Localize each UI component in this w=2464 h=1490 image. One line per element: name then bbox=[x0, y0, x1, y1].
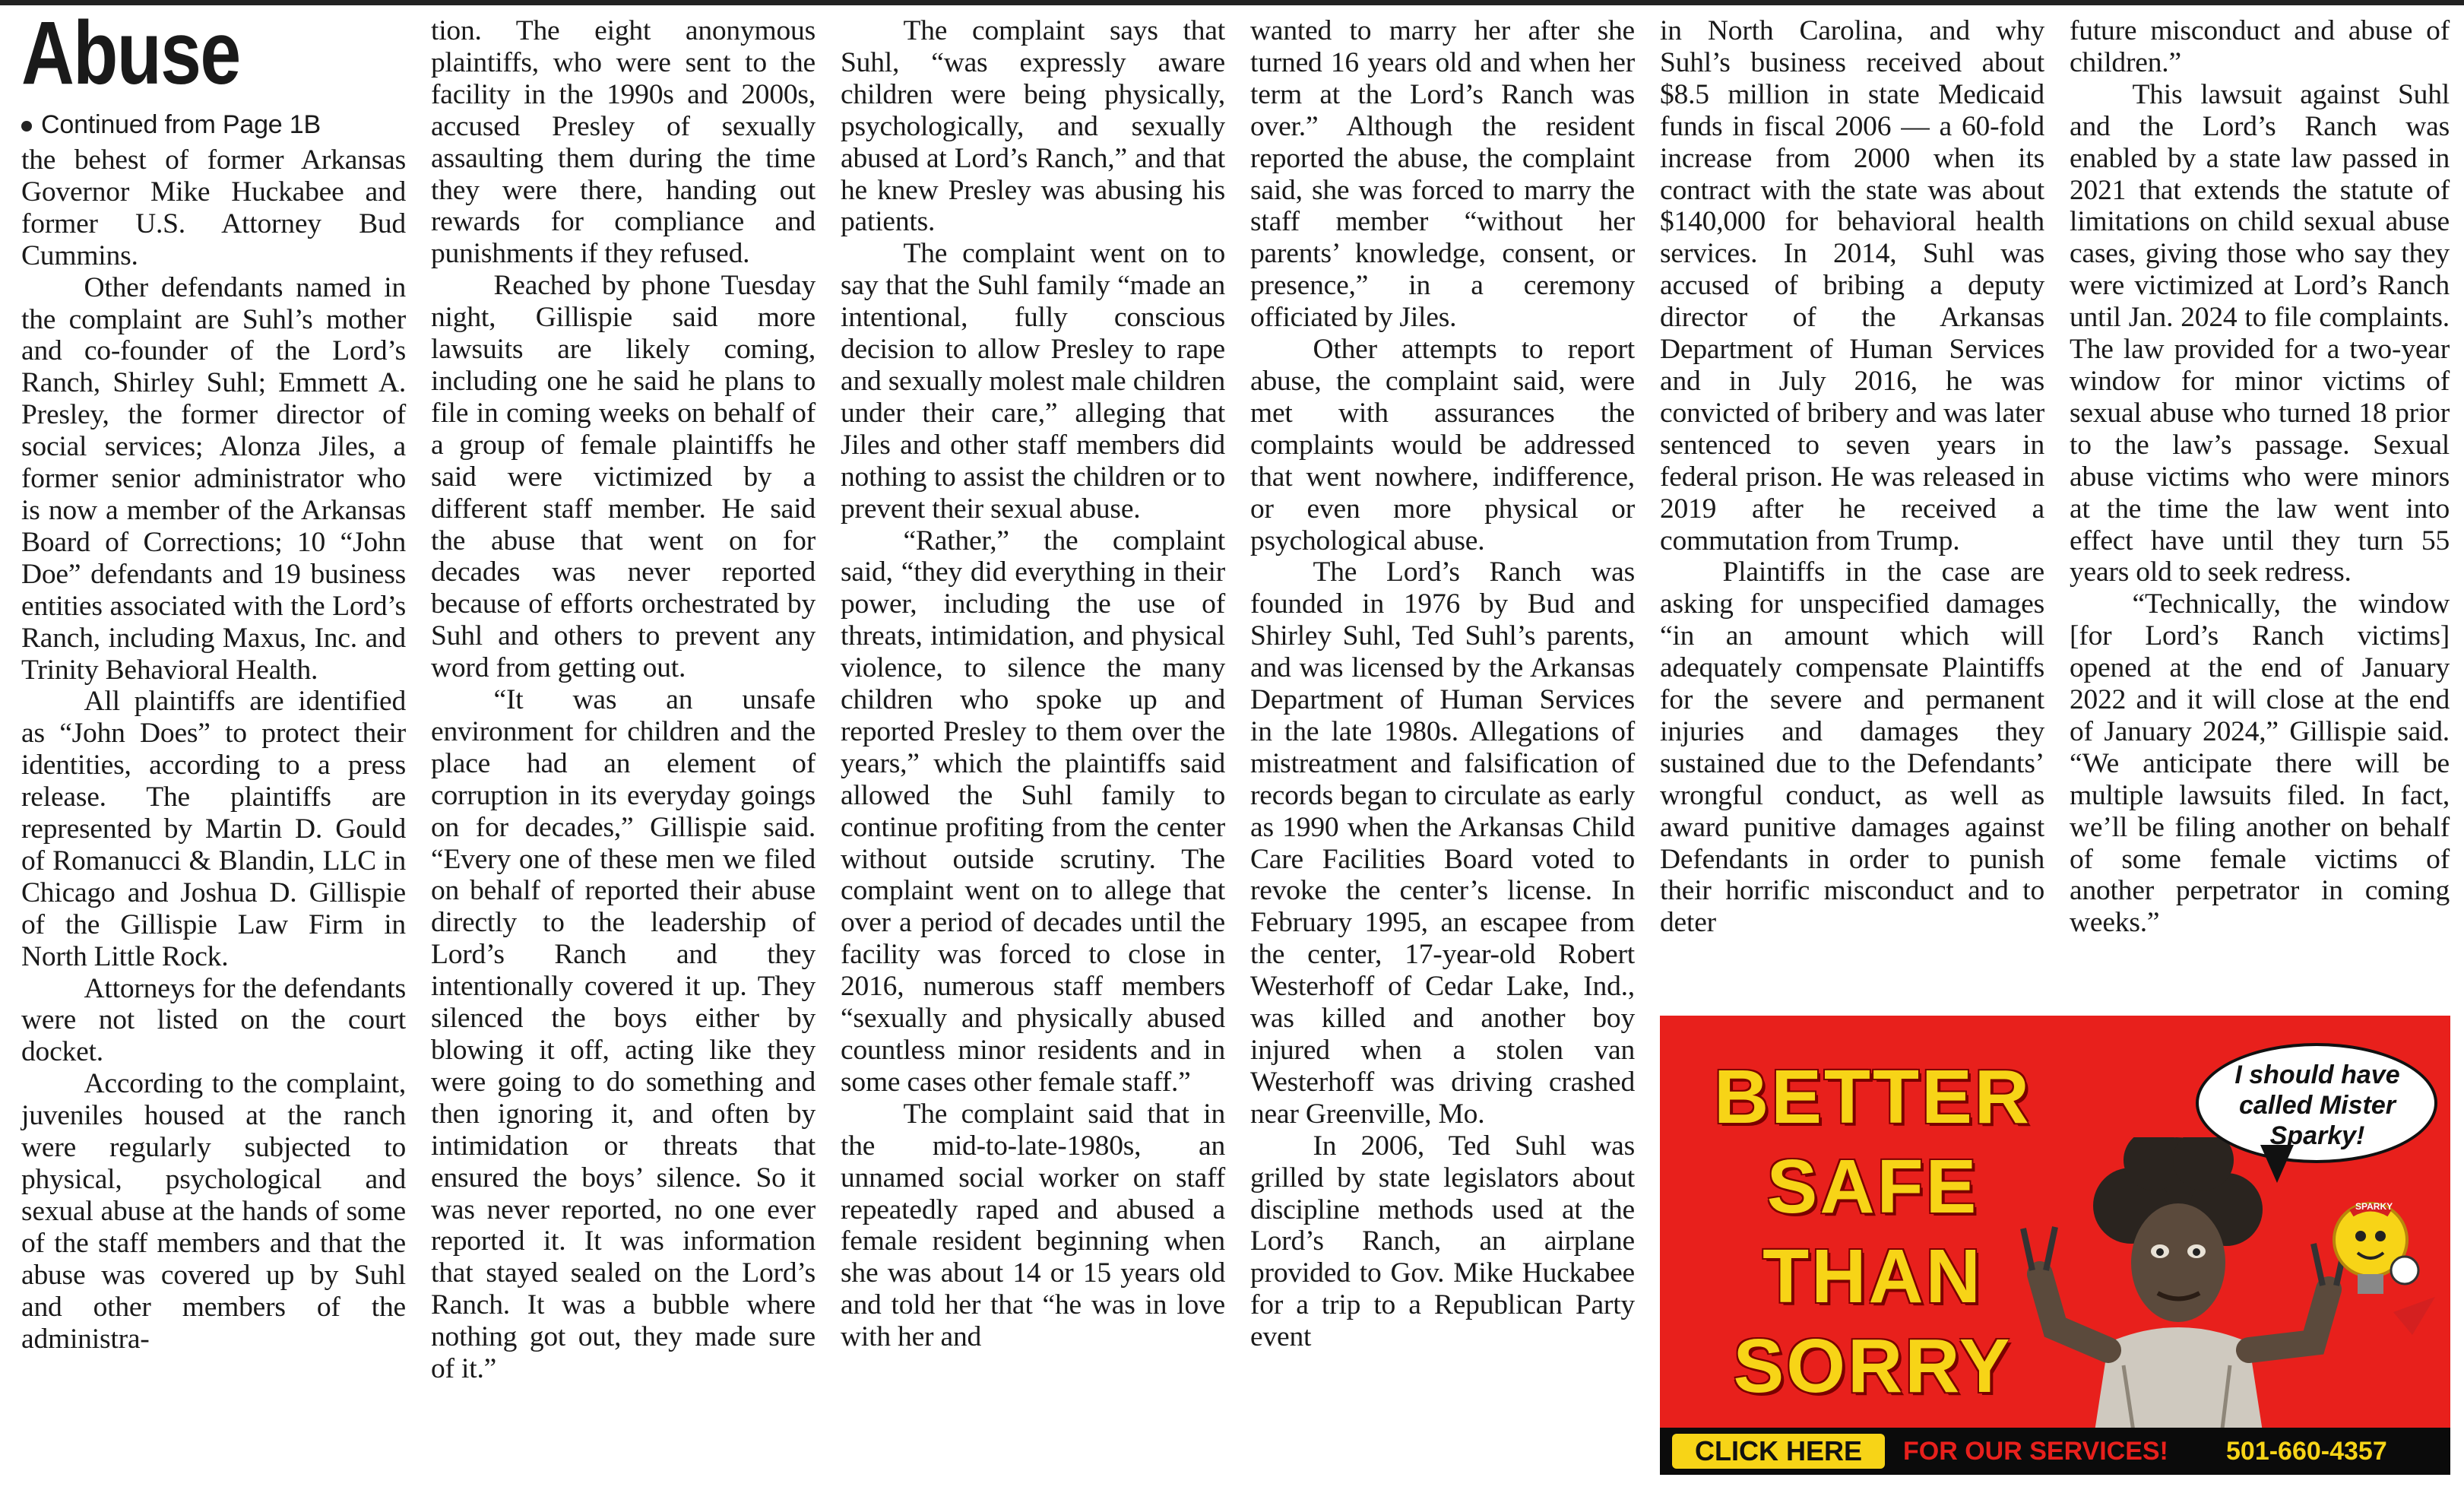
sparky-bulb-mascot bbox=[2334, 1201, 2435, 1335]
article-column-4 bbox=[1250, 15, 1635, 1353]
article-column-1 bbox=[21, 0, 406, 1355]
paragraph: “It was an unsafe environment for children and the place had an element of corruption in its everyday goings on for decades,” Gillispie said. “Every one of these men we filed on behalf of reported their abuse directly to the leadership of Lord’s Ranch and they intentionally covered it up. They silenced the boys either by blowing it off, acting like they were going to do something and then ignoring it, and often by intimidation or threats that ensured the boys’ silence. So it was never reported, no one ever reported it. It was information that stayed sealed on the Lord’s Ranch. It was a bubble where nothing got out, they made sure of it.” bbox=[431, 684, 816, 1385]
speech-bubble-text: I should have called Mister Sparky! bbox=[2234, 1060, 2400, 1150]
mister-sparky-ad[interactable] bbox=[1660, 1016, 2450, 1475]
article-column-5 bbox=[1660, 15, 2044, 939]
services-text: FOR OUR SERVICES! bbox=[1903, 1437, 2168, 1466]
paragraph: “Rather,” the complaint said, “they did everything in their power, including the use of threats, intimidation, and physical violence, to silence the many children who spoke up and reported Presley to them over the years,” which the plaintiffs said allowed the Suhl family to continue profiting from the center without outside scrutiny. The complaint went on to allege that over a period of decades until the facility was forced to close in 2016, numerous staff members “sexually and physically abused countless minor residents and in some cases other female staff.” bbox=[841, 525, 1225, 1098]
headline: Abuse bbox=[21, 3, 240, 103]
paragraph: tion. The eight anonymous plaintiffs, who were sent to the facility in the 1990s and 2000s, accused Presley of sexually assaulting them during the time they were there, handing out rewards for compliance and punishments if they refused. bbox=[431, 15, 816, 270]
paragraph: Plaintiffs in the case are asking for unspecified damages “in an amount which will adequately compensate Plaintiffs for the severe and permanent injuries and damages they sustained due to the Defendants’ wrongful conduct, as well as award punitive damages against Defendants in order to punish their horrific misconduct and to deter bbox=[1660, 556, 2044, 939]
ad-word: THAN bbox=[1762, 1234, 1983, 1319]
paragraph: The Lord’s Ranch was founded in 1976 by Bud and Shirley Suhl, Ted Suhl’s parents, and was licensed by the Arkansas Department of Human Services in the late 1980s. Allegations of mistreatment and falsification of records began to circulate as early as 1990 when the Arkansas Child Care Facilities Board voted to revoke the center’s license. In February 1995, an escapee from the center, 17-year-old Robert Westerhoff of Cedar Lake, Ind., was killed and another boy injured when a stolen van Westerhoff was driving crashed near Greenville, Mo. bbox=[1250, 556, 1635, 1130]
paragraph: Attorneys for the defendants were not listed on the court docket. bbox=[21, 972, 406, 1068]
paragraph: According to the complaint, juveniles housed at the ranch were regularly subjected to physical, psychological and sexual abuse at the hands of some of the staff members and that the abuse was covered up by Suhl and other members of the administra- bbox=[21, 1068, 406, 1355]
electrician-mascot-illustration bbox=[2010, 1137, 2450, 1441]
article-column-6 bbox=[2070, 15, 2450, 939]
ad-word: SAFE bbox=[1766, 1144, 1979, 1229]
paragraph: All plaintiffs are identified as “John Does” to protect their identities, according to a press release. The plaintiffs are represented by Martin D. Gould of Romanucci & Blandin, LLC in Chicago and Joshua D. Gillispie of the Gillispie Law Firm in North Little Rock. bbox=[21, 686, 406, 972]
paragraph: wanted to marry her after she turned 16 years old and when her term at the Lord’s Ranch was over.” Although the resident reported the abuse, the complaint said, she was forced to marry the staff member “without her parents’ knowledge, consent, or presence,” in a ceremony officiated by Jiles. bbox=[1250, 15, 1635, 334]
click-here-button[interactable]: CLICK HERE bbox=[1672, 1434, 1885, 1469]
paragraph: Other attempts to report abuse, the complaint said, were met with assurances the complaints would be addressed that went nowhere, indifference, or even more physical or psychological abuse. bbox=[1250, 334, 1635, 556]
bullet-icon bbox=[21, 121, 32, 132]
paragraph: Reached by phone Tuesday night, Gillispie said more lawsuits are likely coming, including one he said he plans to file in coming weeks on behalf of a group of female plaintiffs he said were victimized by a different staff member. He said the abuse that went on for decades was never reported because of efforts orchestrated by Suhl and others to prevent any word from getting out. bbox=[431, 270, 816, 684]
svg-text:SPARKY: SPARKY bbox=[2355, 1201, 2393, 1212]
paragraph: “Technically, the window [for Lord’s Ranch victims] opened at the end of January 2022 and it will close at the end of January 2024,” Gillispie said. “We anticipate there will be multiple lawsuits filed. In fact, we’ll be filing another on behalf of some female victims of another perpetrator in coming weeks.” bbox=[2070, 588, 2450, 939]
ad-word: BETTER bbox=[1714, 1054, 2032, 1140]
paragraph: The complaint says that Suhl, “was expressly aware children were being physically, psychologically, and sexually abused at Lord’s Ranch,” and that he knew Presley was abusing his patients. bbox=[841, 15, 1225, 238]
article-column-3 bbox=[841, 15, 1225, 1353]
phone-number[interactable]: 501-660-4357 bbox=[2226, 1437, 2387, 1466]
ad-word: SORRY bbox=[1733, 1324, 2013, 1409]
continued-text: Continued from Page 1B bbox=[41, 110, 321, 139]
paragraph: The complaint said that in the mid-to-late-1980s, an unnamed social worker on staff repeatedly raped and abused a female resident beginning when she was about 14 or 15 years old and told her that “he was in love with her and bbox=[841, 1098, 1225, 1353]
ad-footer-bar bbox=[1660, 1428, 2450, 1475]
paragraph: This lawsuit against Suhl and the Lord’s Ranch was enabled by a state law passed in 2021 that extends the statute of limitations on child sexual abuse cases, giving those who say they were victimized at Lord’s Ranch until Jan. 2024 to file complaints. The law provided for a two-year window for minor victims of sexual abuse who turned 18 prior to the law’s passage. Sexual abuse victims who were minors at the time the law went into effect have until they turn 55 years old to seek redress. bbox=[2070, 78, 2450, 588]
paragraph: The complaint went on to say that the Suhl family “made an intentional, fully conscious decision to allow Presley to rape and sexually molest male children under their care,” alleging that Jiles and other staff members did nothing to assist the children or to prevent their sexual abuse. bbox=[841, 238, 1225, 525]
paragraph: the behest of former Arkansas Governor Mike Huckabee and former U.S. Attorney Bud Cummins. bbox=[21, 144, 406, 271]
paragraph: Other defendants named in the complaint are Suhl’s mother and co-founder of the Lord’s Ranch, Shirley Suhl; Emmett A. Presley, the former director of social services; Alonza Jiles, a former senior administrator who is now a member of the Arkansas Board of Corrections; 10 “John Doe” defendants and 19 business entities associated with the Lord’s Ranch, including Maxus, Inc. and Trinity Behavioral Health. bbox=[21, 271, 406, 686]
article-column-2 bbox=[431, 15, 816, 1385]
paragraph: future misconduct and abuse of children.” bbox=[2070, 15, 2450, 78]
paragraph: in North Carolina, and why Suhl’s business received about $8.5 million in state Medicaid funds in fiscal 2006 — a 60-fold increase from 2000 when its contract with the state was about $140,000 for behavioral health services. In 2014, Suhl was accused of bribing a deputy director of the Arkansas Department of Human Services and in July 2016, he was convicted of bribery and was later sentenced to seven years in federal prison. He was released in 2019 after he received a commutation from Trump. bbox=[1660, 15, 2044, 556]
continued-line bbox=[21, 108, 406, 141]
paragraph: In 2006, Ted Suhl was grilled by state legislators about discipline methods used at the Lord’s Ranch, an airplane provided to Gov. Mike Huckabee for a trip to a Republican Party event bbox=[1250, 1130, 1635, 1353]
ad-slogan bbox=[1713, 1052, 2032, 1411]
